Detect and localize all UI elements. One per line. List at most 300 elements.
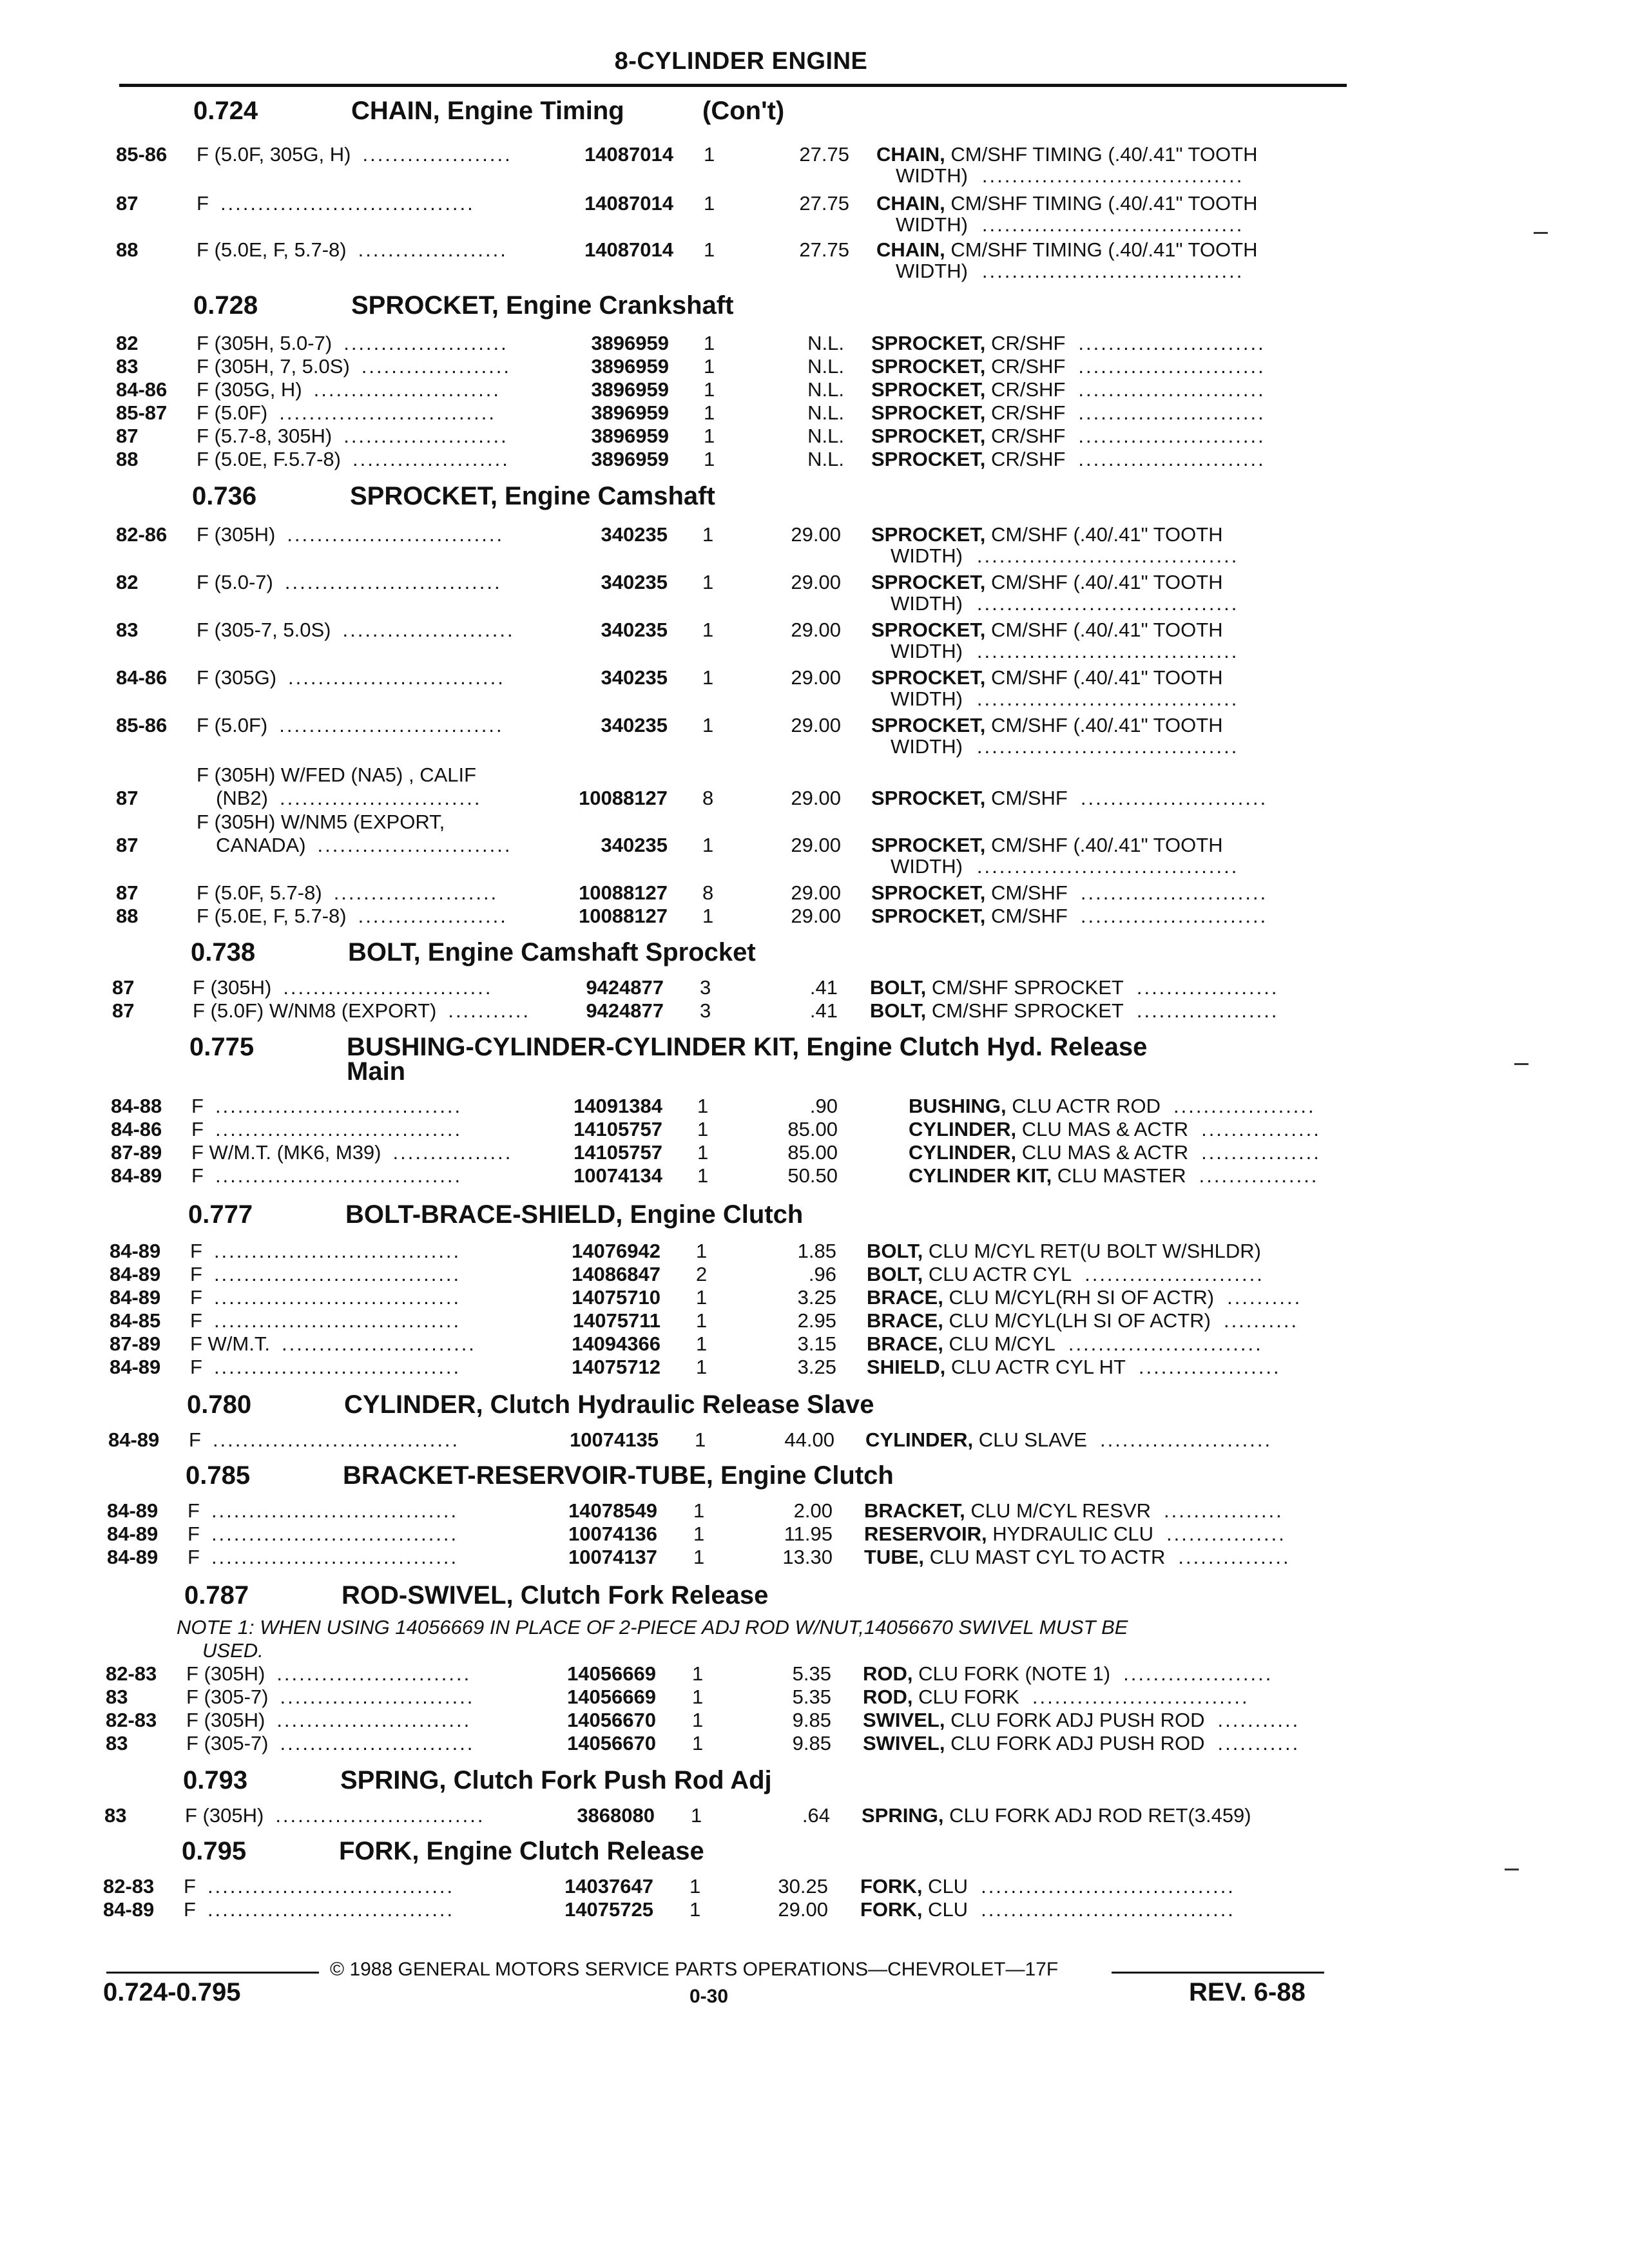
section-title: SPROCKET, Engine Camshaft: [350, 482, 715, 510]
part-number: 14087014: [584, 192, 673, 215]
quantity: 1: [704, 143, 715, 166]
quantity: 1: [692, 1732, 704, 1754]
leader-dots: .........................: [1078, 355, 1266, 378]
quantity: 1: [697, 1118, 709, 1140]
description-line2: WIDTH): [891, 855, 963, 878]
application: [190, 1240, 202, 1263]
description-bold: BRACKET,: [864, 1499, 965, 1522]
leader-dots: ......................: [343, 332, 508, 354]
quantity: 1: [689, 1898, 701, 1921]
price: .96: [808, 1263, 836, 1285]
part-row: [0, 1662, 1629, 1688]
description: [863, 1732, 1205, 1755]
application: [191, 1164, 204, 1187]
leader-dots: .......................: [342, 619, 515, 641]
leader-dots: ...................................: [976, 544, 1239, 567]
application: [190, 1263, 202, 1286]
part-number: 14078549: [568, 1499, 657, 1522]
price: N.L.: [807, 401, 844, 424]
price: 1.85: [797, 1240, 836, 1262]
description-text: CM/SHF: [985, 787, 1068, 809]
description: [870, 999, 1124, 1023]
description-bold: BOLT,: [870, 999, 927, 1022]
part-row: [0, 1095, 1629, 1120]
description-text: CLU FORK ADJ ROD RET(3.459): [943, 1804, 1251, 1827]
application-text: CANADA): [216, 834, 306, 856]
model-years: 82-86: [116, 523, 168, 546]
price: 9.85: [792, 1732, 831, 1754]
quantity: 1: [696, 1309, 708, 1332]
description-bold: SPROCKET,: [871, 378, 986, 401]
leader-dots: ................: [1163, 1499, 1284, 1522]
section-note: NOTE 1: WHEN USING 14056669 IN PLACE OF 2-PIECE ADJ ROD W/NUT,14056670 SWIVEL MUST BE: [177, 1616, 1128, 1639]
model-years: 87: [116, 787, 139, 809]
description-text: CM/SHF SPROCKET: [926, 999, 1124, 1022]
description: [909, 1141, 1188, 1164]
description-bold: SPROCKET,: [871, 666, 986, 689]
part-number: 10074134: [574, 1164, 662, 1187]
part-number: 14075710: [572, 1286, 660, 1309]
model-years: 83: [116, 619, 139, 641]
price: 85.00: [787, 1141, 838, 1164]
application: [197, 425, 332, 448]
part-number: 14075725: [564, 1898, 653, 1921]
leader-dots: ..........................: [280, 1732, 475, 1754]
part-row: [0, 1499, 1629, 1525]
leader-dots: ..........................: [276, 1709, 472, 1731]
application: [190, 1332, 270, 1356]
part-number: 14086847: [572, 1263, 660, 1285]
price: .90: [809, 1095, 838, 1117]
section-title: BRACKET-RESERVOIR-TUBE, Engine Clutch: [343, 1461, 894, 1490]
application-text: F (5.0E, F, 5.7-8): [197, 905, 347, 927]
part-number: 14056669: [567, 1686, 656, 1708]
leader-dots: .............................: [279, 401, 497, 424]
leader-dots: .................................: [213, 1286, 461, 1309]
part-row: [0, 1875, 1629, 1901]
description-bold: SWIVEL,: [863, 1709, 945, 1731]
description-text: CLU MASTER: [1052, 1164, 1186, 1187]
leader-dots: ...................................: [976, 735, 1239, 758]
application-text: F (305H, 5.0-7): [197, 332, 333, 354]
part-row: [0, 1118, 1629, 1144]
description-continuation: [0, 544, 1629, 570]
application-text: F (5.0F): [197, 401, 268, 424]
description-continuation: [0, 855, 1629, 881]
price: 2.00: [793, 1499, 833, 1522]
application: [184, 1875, 196, 1898]
part-row: [0, 1686, 1629, 1711]
description-text: CLU M/CYL RET(U BOLT W/SHLDR): [923, 1240, 1262, 1262]
description-bold: CHAIN,: [876, 192, 945, 215]
model-years: 84-85: [110, 1309, 161, 1332]
description: [864, 1499, 1151, 1523]
model-years: 87-89: [111, 1141, 162, 1164]
model-years: 84-89: [107, 1546, 159, 1568]
model-years: 83: [106, 1686, 128, 1708]
quantity: 1: [704, 378, 715, 401]
leader-dots: ...................: [1136, 976, 1279, 999]
application: [197, 571, 273, 594]
leader-dots: ..........................: [281, 1332, 476, 1355]
application: [191, 1118, 204, 1141]
part-number: 3896959: [591, 378, 669, 401]
model-years: 85-87: [116, 401, 168, 424]
description-line2: WIDTH): [891, 687, 963, 710]
quantity: 1: [702, 714, 714, 736]
price: 30.25: [778, 1875, 828, 1898]
description-text: CLU M/CYL: [943, 1332, 1055, 1355]
leader-dots: ............................: [275, 1804, 485, 1827]
part-number: 3896959: [591, 355, 669, 378]
quantity: 1: [702, 666, 714, 689]
part-number: 3896959: [591, 425, 669, 447]
leader-dots: ..................................: [981, 1875, 1235, 1898]
application: [197, 448, 341, 471]
application: [185, 1804, 264, 1827]
model-years: 84-89: [103, 1898, 155, 1921]
leader-dots: .........................: [313, 378, 501, 401]
model-years: 84-89: [110, 1240, 161, 1262]
quantity: 1: [689, 1875, 701, 1898]
application: [193, 999, 436, 1023]
section-title: BOLT-BRACE-SHIELD, Engine Clutch: [345, 1200, 804, 1229]
description: [867, 1356, 1126, 1379]
description: [876, 238, 1257, 262]
description: [863, 1709, 1205, 1732]
leader-dots: .................................: [213, 1240, 461, 1262]
section-number: 0.736: [192, 482, 257, 510]
part-number: 14105757: [574, 1118, 662, 1140]
leader-dots: ................: [1166, 1523, 1286, 1545]
application: [197, 143, 351, 166]
application-text: F (5.0F, 5.7-8): [197, 881, 322, 904]
section-title: ROD-SWIVEL, Clutch Fork Release: [342, 1581, 769, 1610]
part-number: 14087014: [584, 238, 673, 261]
application: [197, 192, 209, 215]
price: 29.00: [791, 619, 841, 641]
part-row: [0, 976, 1629, 1002]
description-text: CR/SHF: [985, 355, 1066, 378]
part-row: [0, 1141, 1629, 1167]
section-number: 0.780: [187, 1390, 252, 1419]
part-number: 10074137: [568, 1546, 657, 1568]
description-text: CM/SHF: [985, 881, 1068, 904]
description-bold: CYLINDER,: [909, 1118, 1017, 1140]
price: N.L.: [807, 378, 844, 401]
leader-dots: .....................: [352, 448, 510, 470]
application: [197, 881, 322, 905]
quantity: 1: [691, 1804, 702, 1827]
description-line2: WIDTH): [891, 735, 963, 758]
leader-dots: ...................................: [981, 260, 1244, 282]
price: 9.85: [792, 1709, 831, 1731]
leader-dots: .........................: [1078, 425, 1266, 447]
description-bold: RESERVOIR,: [864, 1523, 987, 1545]
part-number: 9424877: [586, 999, 664, 1022]
price: 11.95: [784, 1523, 833, 1545]
quantity: 1: [696, 1240, 708, 1262]
description: [871, 881, 1068, 905]
header-rule: [119, 84, 1347, 87]
quantity: 1: [702, 571, 714, 593]
model-years: 82-83: [106, 1709, 157, 1731]
description-bold: FORK,: [860, 1898, 923, 1921]
part-number: 14091384: [574, 1095, 662, 1117]
leader-dots: .................................: [211, 1499, 459, 1522]
quantity: 1: [693, 1523, 705, 1545]
section-number: 0.728: [193, 291, 258, 320]
application: [189, 1428, 201, 1452]
application: [216, 834, 306, 857]
model-years: 88: [116, 238, 139, 261]
leader-dots: ...................: [1138, 1356, 1281, 1378]
model-years: 84-89: [110, 1263, 161, 1285]
part-row: [0, 1804, 1629, 1830]
description-bold: BRACE,: [867, 1309, 943, 1332]
leader-dots: .................................: [215, 1095, 463, 1117]
application-text: F (5.0F) W/NM8 (EXPORT): [193, 999, 437, 1022]
leader-dots: ..........: [1223, 1309, 1299, 1332]
description-text: CM/SHF TIMING (.40/.41" TOOTH: [945, 192, 1258, 215]
application: [186, 1686, 268, 1709]
description: [867, 1263, 1072, 1286]
description-bold: SPROCKET,: [871, 619, 986, 641]
description-continuation: [0, 213, 1629, 239]
leader-dots: ...................: [1136, 999, 1279, 1022]
application: [190, 1356, 202, 1379]
description-text: CM/SHF (.40/.41" TOOTH: [985, 834, 1223, 856]
price: 85.00: [787, 1118, 838, 1140]
description-text: CLU FORK ADJ PUSH ROD: [945, 1732, 1205, 1754]
application-text: F (5.7-8, 305H): [197, 425, 333, 447]
description-line2: WIDTH): [891, 544, 963, 567]
quantity: 1: [704, 425, 715, 447]
description-text: CM/SHF (.40/.41" TOOTH: [985, 666, 1223, 689]
leader-dots: .................................: [211, 1546, 459, 1568]
part-row: [0, 1286, 1629, 1312]
part-number: 340235: [601, 714, 668, 736]
section-title: SPRING, Clutch Fork Push Rod Adj: [340, 1766, 772, 1794]
description-text: CR/SHF: [985, 401, 1066, 424]
margin-mark: [1514, 1063, 1528, 1065]
quantity: 1: [696, 1356, 708, 1378]
leader-dots: ..................................: [981, 1898, 1235, 1921]
application: [197, 332, 332, 355]
leader-dots: ...................................: [976, 855, 1239, 878]
leader-dots: ..........................: [317, 834, 512, 856]
section-number: 0.795: [182, 1837, 247, 1865]
price: N.L.: [807, 355, 844, 378]
description: [871, 332, 1065, 355]
description-text: CM/SHF (.40/.41" TOOTH: [985, 523, 1223, 546]
part-number: 14094366: [572, 1332, 660, 1355]
part-row: [0, 332, 1629, 358]
part-number: 10088127: [579, 881, 668, 904]
description-text: CM/SHF (.40/.41" TOOTH: [985, 619, 1223, 641]
part-row: [0, 1428, 1629, 1454]
leader-dots: ....................: [361, 355, 512, 378]
description-text: CLU: [922, 1898, 969, 1921]
part-number: 10088127: [579, 787, 668, 809]
price: 2.95: [797, 1309, 836, 1332]
quantity: 1: [692, 1686, 704, 1708]
application: [188, 1523, 200, 1546]
description-bold: ROD,: [863, 1686, 913, 1708]
model-years: 84-86: [116, 666, 168, 689]
application: [184, 1898, 196, 1921]
application-text: F: [188, 1546, 200, 1568]
part-row: [0, 1309, 1629, 1335]
application-text: F (305H): [186, 1709, 265, 1731]
section-number: 0.793: [183, 1766, 248, 1794]
price: .41: [809, 999, 838, 1022]
model-years: 82: [116, 332, 139, 354]
description: [871, 619, 1223, 642]
leader-dots: .........................: [1080, 787, 1268, 809]
quantity: 1: [702, 905, 714, 927]
quantity: 1: [704, 448, 715, 470]
section-title: BOLT, Engine Camshaft Sprocket: [348, 938, 756, 966]
description-text: CLU MAST CYL TO ACTR: [924, 1546, 1166, 1568]
quantity: 1: [692, 1662, 704, 1685]
application-text: F W/M.T. (MK6, M39): [191, 1141, 381, 1164]
leader-dots: ..........................: [276, 1662, 472, 1685]
description-text: CM/SHF (.40/.41" TOOTH: [985, 714, 1223, 736]
price: N.L.: [807, 425, 844, 447]
application: [197, 714, 267, 737]
description-bold: CYLINDER,: [909, 1141, 1017, 1164]
description-text: CM/SHF: [985, 905, 1068, 927]
description: [909, 1164, 1186, 1187]
description-bold: SPROCKET,: [871, 714, 986, 736]
description: [863, 1686, 1019, 1709]
description: [871, 905, 1068, 928]
description-text: CLU M/CYL RESVR: [965, 1499, 1151, 1522]
leader-dots: ......................: [343, 425, 508, 447]
description-bold: SHIELD,: [867, 1356, 946, 1378]
leader-dots: .................................: [207, 1875, 455, 1898]
description-bold: TUBE,: [864, 1546, 924, 1568]
description-text: CLU: [922, 1875, 969, 1898]
leader-dots: .........................: [1078, 401, 1266, 424]
part-row: [0, 355, 1629, 381]
leader-dots: ........................: [1084, 1263, 1264, 1285]
application: [190, 1309, 202, 1332]
application: [197, 238, 347, 262]
price: 29.00: [791, 571, 841, 593]
price: 3.25: [797, 1286, 836, 1309]
description: [871, 714, 1223, 737]
description-bold: SPROCKET,: [871, 787, 986, 809]
application-text: F (305-7): [186, 1686, 269, 1708]
margin-mark: [1534, 232, 1548, 234]
application-text: F (305-7): [186, 1732, 269, 1754]
model-years: 85-86: [116, 143, 168, 166]
description-bold: CYLINDER KIT,: [909, 1164, 1052, 1187]
description-continuation: [0, 735, 1629, 761]
application-text: F (305H, 7, 5.0S): [197, 355, 350, 378]
description-bold: SPROCKET,: [871, 571, 986, 593]
part-number: 10088127: [579, 905, 668, 927]
quantity: 1: [704, 192, 715, 215]
description-text: CM/SHF TIMING (.40/.41" TOOTH: [945, 143, 1258, 166]
quantity: 1: [704, 332, 715, 354]
description-text: CLU FORK ADJ PUSH ROD: [945, 1709, 1205, 1731]
description-bold: SPROCKET,: [871, 834, 986, 856]
section-title: FORK, Engine Clutch Release: [339, 1837, 704, 1865]
part-row: [0, 401, 1629, 427]
part-number: 3868080: [577, 1804, 655, 1827]
section-title: CYLINDER, Clutch Hydraulic Release Slave: [344, 1390, 874, 1419]
price: N.L.: [807, 332, 844, 354]
leader-dots: ....................: [1123, 1662, 1273, 1685]
quantity: 1: [696, 1332, 708, 1355]
application-text: F (305G, H): [197, 378, 302, 401]
application-text: F (5.0E, F.5.7-8): [197, 448, 341, 470]
part-number: 14076942: [572, 1240, 660, 1262]
price: 29.00: [791, 905, 841, 927]
description: [864, 1523, 1153, 1546]
section-number: 0.738: [191, 938, 256, 966]
part-row: [0, 448, 1629, 474]
application-text: (NB2): [216, 787, 268, 809]
description-text: CLU ACTR ROD: [1006, 1095, 1161, 1117]
section-title: BUSHING-CYLINDER-CYLINDER KIT, Engine Clutch Hyd. Release: [347, 1033, 1148, 1061]
footer-copyright: © 1988 GENERAL MOTORS SERVICE PARTS OPERATIONS—CHEVROLET—17F: [330, 1959, 1059, 1980]
application-text: F: [191, 1095, 204, 1117]
description: [871, 355, 1065, 378]
section-title: SPROCKET, Engine Crankshaft: [351, 291, 734, 320]
application-text: F (5.0F): [197, 714, 268, 736]
application-text: F: [190, 1309, 202, 1332]
description-text: CR/SHF: [985, 378, 1066, 401]
model-years: 84-86: [111, 1118, 162, 1140]
part-row: [0, 999, 1629, 1025]
leader-dots: ..................................: [220, 192, 475, 215]
description-bold: BOLT,: [870, 976, 927, 999]
leader-dots: ...................: [1173, 1095, 1316, 1117]
leader-dots: ...................................: [976, 687, 1239, 710]
quantity: 1: [702, 523, 714, 546]
description-text: CLU M/CYL(LH SI OF ACTR): [943, 1309, 1211, 1332]
model-years: 83: [106, 1732, 128, 1754]
leader-dots: .................................: [213, 1309, 461, 1332]
quantity: 1: [704, 401, 715, 424]
model-years: 83: [116, 355, 139, 378]
part-number: 340235: [601, 666, 668, 689]
quantity: 1: [693, 1546, 705, 1568]
description-bold: ROD,: [863, 1662, 913, 1685]
description: [871, 666, 1223, 689]
description-text: CLU MAS & ACTR: [1016, 1118, 1189, 1140]
application: [188, 1546, 200, 1569]
description: [871, 834, 1223, 857]
model-years: 87: [116, 834, 139, 856]
application: [197, 905, 347, 928]
part-row: [0, 378, 1629, 404]
description: [860, 1898, 968, 1921]
part-number: 3896959: [591, 332, 669, 354]
application-text: F (305H): [197, 523, 276, 546]
description: [871, 787, 1068, 810]
description: [871, 425, 1065, 448]
description-line2: WIDTH): [896, 213, 968, 236]
price: 27.75: [799, 192, 849, 215]
part-row: [0, 1356, 1629, 1381]
description-bold: BOLT,: [867, 1263, 923, 1285]
quantity: 1: [692, 1709, 704, 1731]
